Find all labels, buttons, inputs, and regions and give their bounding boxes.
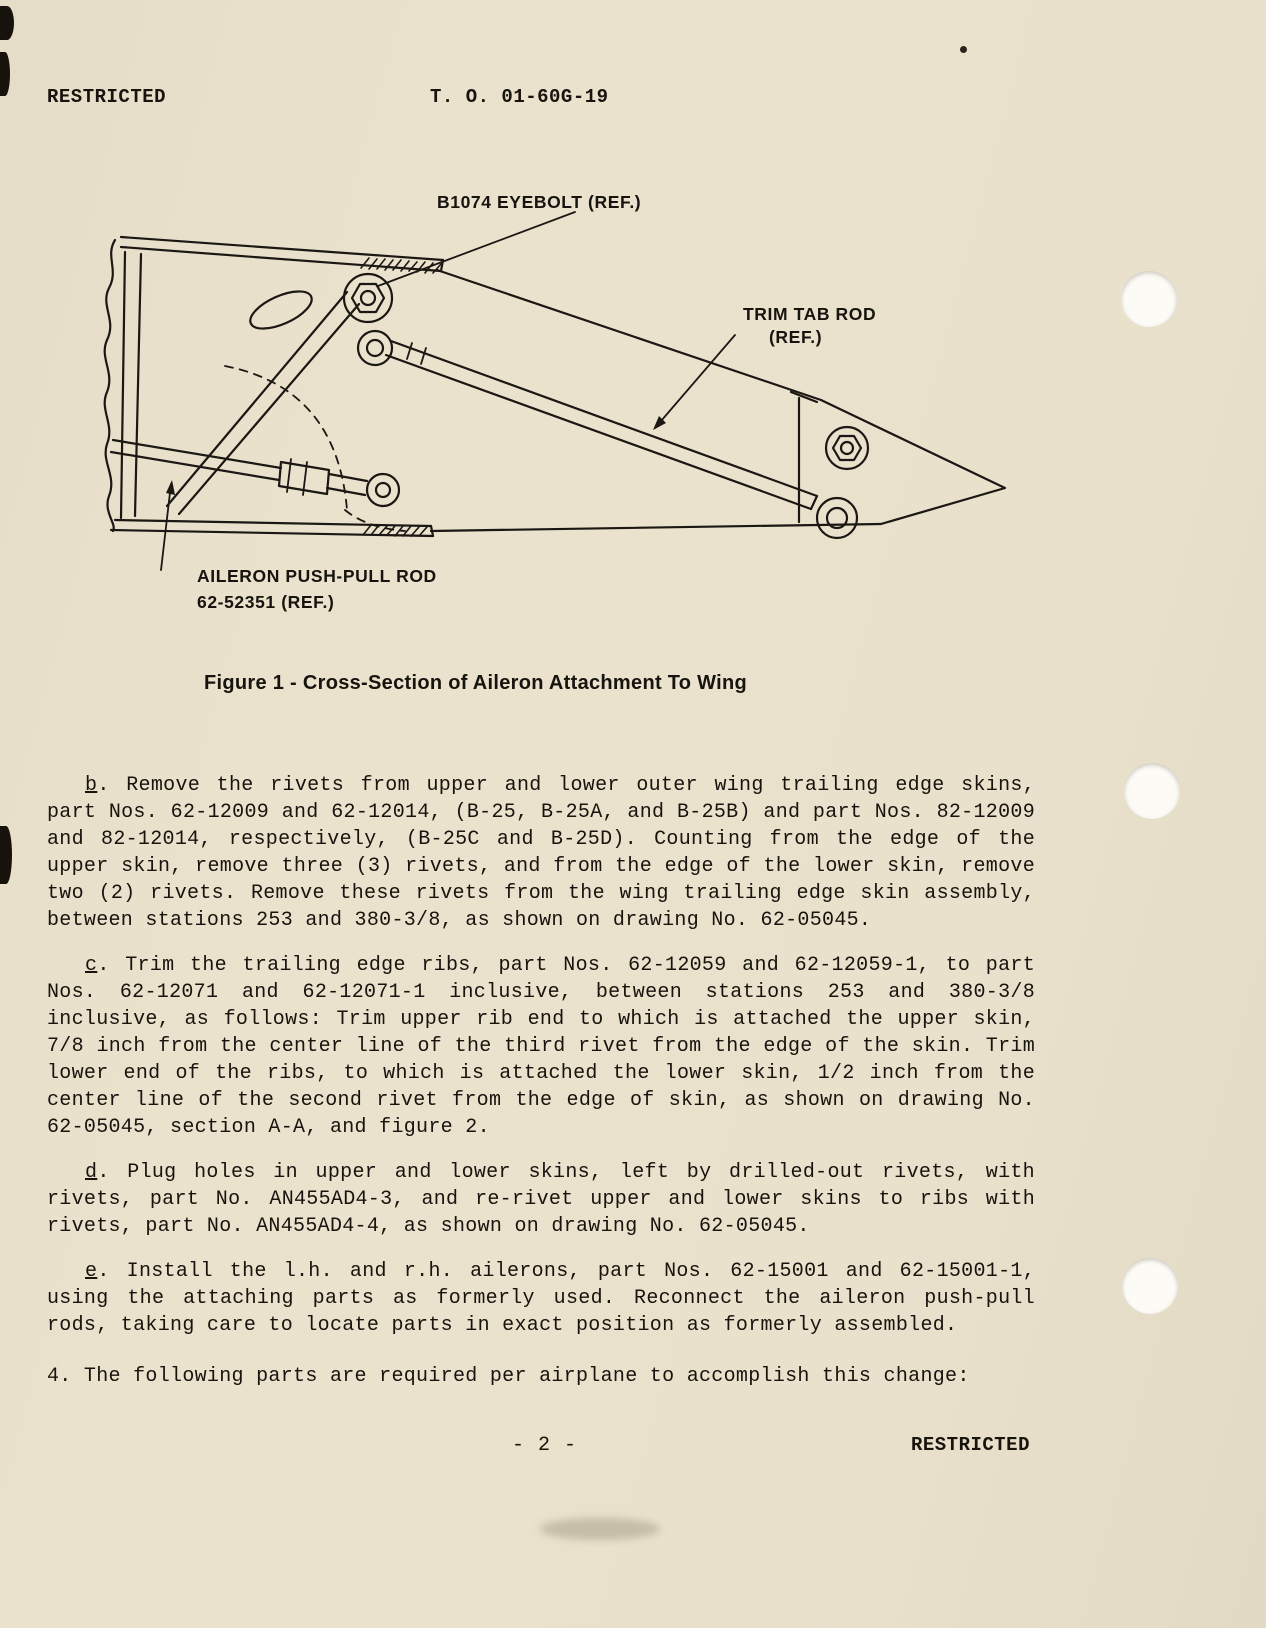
paragraph-letter: e bbox=[85, 1260, 98, 1283]
hole-punch bbox=[1122, 1258, 1178, 1314]
eyebolt bbox=[344, 274, 392, 322]
trim-tab-rod bbox=[386, 341, 817, 509]
paragraph-letter: c bbox=[85, 954, 98, 977]
paragraph-text: . Install the l.h. and r.h. ailerons, part Nos. 62-15001 and 62-15001-1, using the attaching parts as formerly used. Reconnect the aileron push-pull rods, taking care to locate parts in exact position as formerly assembled. bbox=[47, 1260, 1035, 1337]
paragraph-text: . Trim the trailing edge ribs, part Nos. 62-12059 and 62-12059-1, to part Nos. 62-12071 and 62-12071-1 inclusive, between stations 253 and 380-3/8 inclusive, as follows: Trim upper rib end to which is attached the upper skin, 7/8 inch from the center line of the third rivet from the edge of the skin. Trim lower end of the ribs, to which is attached the lower skin, 1/2 inch from the center line of the second rivet from the edge of skin, as shown on drawing No. 62-05045, section A-A, and figure 2. bbox=[47, 954, 1035, 1139]
body-text bbox=[47, 772, 1035, 1408]
ink-speck bbox=[960, 46, 967, 53]
wing-break-edge bbox=[105, 240, 115, 531]
paragraph-b bbox=[47, 772, 1035, 934]
hole-punch bbox=[1124, 763, 1180, 819]
paragraph-d bbox=[47, 1159, 1035, 1240]
footer-classification: RESTRICTED bbox=[910, 1434, 1030, 1456]
ink-speck bbox=[0, 826, 12, 884]
hinge-fitting bbox=[358, 331, 392, 365]
figure-drawing bbox=[75, 180, 1040, 640]
footer-page-number: - 2 - bbox=[512, 1434, 578, 1457]
paragraph-letter: d bbox=[85, 1161, 98, 1184]
label-trim-tab-ref: (REF.) bbox=[769, 327, 823, 347]
aileron-outline bbox=[431, 270, 1005, 538]
paragraph-text: . Plug holes in upper and lower skins, left by drilled-out rivets, with rivets, part No. AN455AD4-3, and re-rivet upper and lower skins to ribs with rivets, part No. AN455AD4-4, as shown on drawing No. 62-05045. bbox=[47, 1161, 1035, 1238]
paragraph-text: . Remove the rivets from upper and lower outer wing trailing edge skins, part Nos. 62-12009 and 62-12014, (B-25, B-25A, and B-25B) and part Nos. 82-12009 and 82-12014, respectively, (B-25C and B-25D). Counting from the edge of the upper skin, remove three (3) rivets, and from the edge of the lower skin, remove two (2) rivets. Remove these rivets from the wing trailing edge skin assembly, between stations 253 and 380-3/8, as shown on drawing No. 62-05045. bbox=[47, 774, 1035, 932]
paper-smudge bbox=[540, 1518, 660, 1540]
hole-punch bbox=[1121, 271, 1177, 327]
figure-caption: Figure 1 - Cross-Section of Aileron Attachment To Wing bbox=[204, 672, 748, 694]
header-doc-number: T. O. 01-60G-19 bbox=[430, 86, 609, 108]
push-pull-rod bbox=[111, 440, 399, 506]
leader-lines bbox=[161, 212, 735, 570]
label-eyebolt: B1074 EYEBOLT (REF.) bbox=[437, 192, 642, 212]
paragraph-4: 4. The following parts are required per airplane to accomplish this change: bbox=[47, 1365, 970, 1388]
label-trim-tab-rod: TRIM TAB ROD bbox=[743, 304, 877, 324]
header-classification: RESTRICTED bbox=[47, 86, 167, 108]
ink-speck bbox=[0, 6, 14, 40]
wing-skins bbox=[111, 237, 443, 536]
paragraph-c bbox=[47, 952, 1035, 1141]
label-push-pull-ref: 62-52351 (REF.) bbox=[197, 592, 335, 612]
label-push-pull-rod: AILERON PUSH-PULL ROD bbox=[197, 566, 437, 586]
ink-speck bbox=[0, 52, 10, 96]
paragraph-letter: b bbox=[85, 774, 98, 797]
paragraph-e bbox=[47, 1258, 1035, 1339]
